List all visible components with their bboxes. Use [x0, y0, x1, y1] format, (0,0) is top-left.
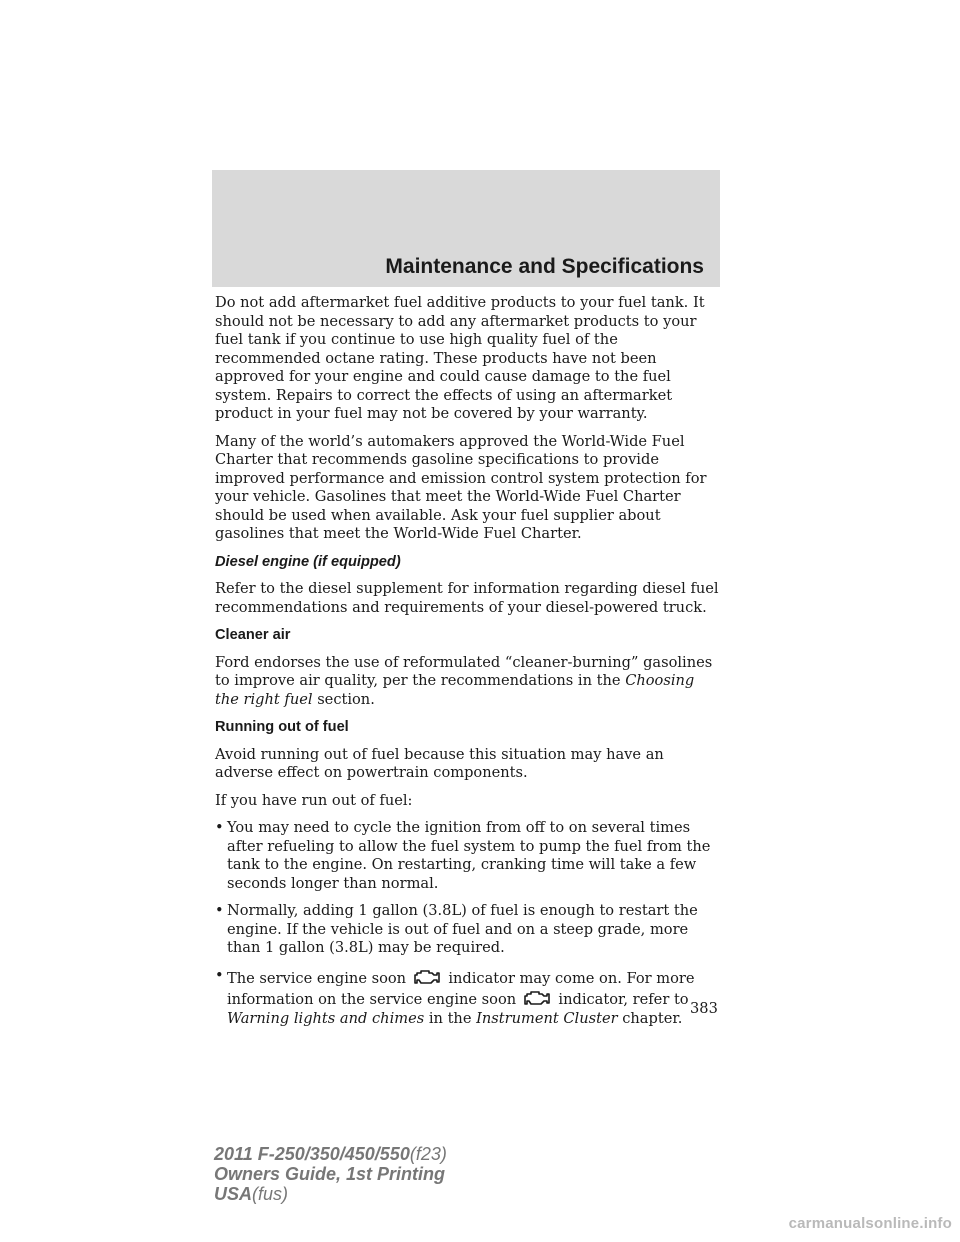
- list-item: [215, 967, 720, 1029]
- engine-icon: [521, 988, 551, 1008]
- bullet-list: [215, 819, 720, 1028]
- bullet-marker: •: [215, 902, 224, 919]
- bullet-text: in the: [428, 1009, 472, 1027]
- reference-warning-lights: Warning lights and chimes: [227, 1009, 425, 1027]
- section-title: Maintenance and Specifications: [385, 255, 704, 278]
- page-number: 383: [690, 1000, 718, 1017]
- section-header-band: [212, 170, 720, 287]
- heading-diesel-engine: Diesel engine (if equipped): [215, 553, 401, 570]
- heading-cleaner-air: Cleaner air: [215, 627, 291, 643]
- bullet-text: The service engine soon: [227, 969, 407, 987]
- list-item: [215, 819, 720, 893]
- paragraph-if-run-out: If you have run out of fuel:: [215, 791, 413, 809]
- bullet-text: indicator, refer to: [558, 991, 689, 1008]
- reference-choosing-fuel: Choosing the right fuel: [215, 672, 695, 708]
- footer-market: USA: [214, 1184, 253, 1204]
- heading-running-out: Running out of fuel: [215, 719, 349, 735]
- paragraph-cleaner-air: [215, 654, 720, 710]
- footer-market-code: (fus): [252, 1184, 289, 1204]
- bullet-text: indicator may come on. For more information on the service engine soon: [227, 969, 695, 1008]
- paragraph-fuel-charter: Many of the world’s automakers approved the World-Wide Fuel Charter that recommends gasoline specifications to provide improved performance and emission control system protection for your vehicle. Gasolines that meet the World-Wide Fuel Charter should be used when available. Ask your fuel supplier about gasolines that meet the World-Wide Fuel Charter.: [215, 432, 707, 542]
- bullet-text: chapter.: [622, 1009, 683, 1027]
- list-item: [215, 902, 720, 958]
- page-content: [215, 294, 720, 1037]
- paragraph-running-out: Avoid running out of fuel because this situation may have an adverse effect on powertrain components.: [215, 745, 664, 781]
- bullet-marker: •: [215, 966, 224, 984]
- footer-printing-info: [214, 1144, 447, 1204]
- engine-icon: [411, 967, 441, 987]
- footer-guide: Owners Guide, 1st Printing: [214, 1164, 446, 1184]
- cleaner-air-text: Ford endorses the use of reformulated “cleaner-burning” gasolines to improve air quality, per the recommendations in the: [215, 653, 713, 689]
- bullet-marker: •: [215, 819, 224, 836]
- footer-model: 2011 F-250/350/450/550: [214, 1144, 410, 1164]
- cleaner-air-text-end: section.: [317, 690, 375, 708]
- watermark: carmanualsonline.info: [788, 1215, 952, 1232]
- footer-model-code: (f23): [409, 1144, 447, 1164]
- bullet-text: You may need to cycle the ignition from off to on several times after refueling to allow the fuel system to pump the fuel from the tank to the engine. On restarting, cranking time will take a few seconds longer than normal.: [227, 819, 711, 892]
- paragraph-diesel: Refer to the diesel supplement for information regarding diesel fuel recommendations and requirements of your diesel-powered truck.: [215, 580, 719, 616]
- bullet-text: Normally, adding 1 gallon (3.8L) of fuel is enough to restart the engine. If the vehicle is out of fuel and on a steep grade, more than 1 gallon (3.8L) may be required.: [227, 902, 698, 956]
- paragraph-additives: Do not add aftermarket fuel additive products to your fuel tank. It should not be necessary to add any aftermarket products to your fuel tank if you continue to use high quality fuel of the recommended octane rating. These products have not been approved for your engine and could cause damage to the fuel system. Repairs to correct the effects of using an aftermarket product in your fuel may not be covered by your warranty.: [215, 294, 705, 422]
- reference-instrument-cluster: Instrument Cluster: [476, 1009, 618, 1027]
